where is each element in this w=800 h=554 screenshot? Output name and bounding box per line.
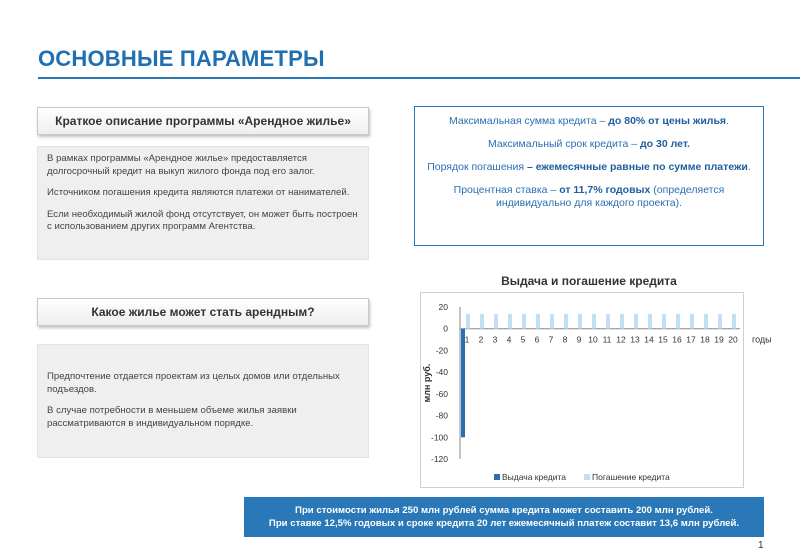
x-tick-label: 15 — [658, 334, 668, 345]
x-tick-label: 1 — [464, 334, 470, 345]
param-max-amount: Максимальная сумма кредита – до 80% от цены жилья. — [449, 115, 729, 127]
bar-repayment — [578, 314, 582, 329]
x-tick-label: 4 — [506, 334, 512, 345]
x-tick-label: 9 — [576, 334, 582, 345]
x-tick-label: 3 — [492, 334, 498, 345]
legend-swatch-repayment — [584, 474, 590, 480]
housing-paragraph: В случае потребности в меньшем объеме жилья заявки рассматриваются в индивидуальном порядке. — [47, 405, 297, 429]
bar-repayment — [480, 314, 484, 329]
y-tick-label: 20 — [438, 302, 448, 312]
page-number: 1 — [758, 540, 764, 551]
x-tick-label: 11 — [602, 334, 612, 345]
x-tick-label: 10 — [588, 334, 598, 345]
bar-repayment — [564, 314, 568, 329]
bar-repayment — [466, 314, 470, 329]
x-tick-label: 17 — [686, 334, 696, 345]
chart-title: Выдача и погашение кредита — [501, 274, 677, 288]
bar-repayment — [620, 314, 624, 329]
legend-label-issue: Выдача кредита — [502, 472, 567, 482]
legend-swatch-issue — [494, 474, 500, 480]
page-title: ОСНОВНЫЕ ПАРАМЕТРЫ — [38, 46, 325, 71]
x-tick-label: 6 — [534, 334, 540, 345]
bar-repayment — [662, 314, 666, 329]
bar-repayment — [676, 314, 680, 329]
y-tick-label: -60 — [435, 388, 448, 399]
x-tick-label: 19 — [714, 334, 724, 345]
bar-repayment — [550, 314, 554, 329]
param-repayment: Порядок погашения – ежемесячные равные по сумме платежи. — [427, 161, 751, 173]
bar-repayment — [690, 314, 694, 329]
y-tick-label: -100 — [430, 432, 448, 443]
y-tick-label: -120 — [430, 454, 448, 464]
y-axis-label: млн руб. — [422, 363, 432, 403]
note-line: При ставке 12,5% годовых и сроке кредита 20 лет ежемесячный платеж составит 13,6 млн рублей. — [268, 518, 740, 529]
example-note — [244, 497, 764, 537]
program-paragraph: Если необходимый жилой фонд отсутствует, он может быть построен с использованием других программ Агентства. — [47, 208, 358, 232]
legend-label-repayment: Погашение кредита — [592, 472, 670, 482]
y-tick-label: 0 — [443, 323, 448, 334]
bar-repayment — [704, 314, 708, 329]
bar-repayment — [522, 314, 526, 329]
y-tick-label: -20 — [435, 345, 448, 356]
bar-repayment — [648, 314, 652, 329]
bar-repayment — [634, 314, 638, 329]
note-line: При стоимости жилья 250 млн рублей сумма кредита может составить 200 млн рублей. — [295, 505, 713, 516]
program-paragraph: В рамках программы «Арендное жилье» предоставляется долгосрочный кредит на выкуп жилого фонда под его залог. — [47, 153, 315, 177]
program-header: Краткое описание программы «Арендное жилье» — [37, 107, 369, 135]
x-tick-label: 8 — [562, 334, 568, 345]
x-tick-label: 7 — [548, 334, 554, 345]
x-axis-label: годы — [752, 334, 772, 345]
bar-issue — [461, 329, 465, 438]
x-tick-label: 18 — [700, 334, 710, 345]
x-tick-label: 12 — [616, 334, 626, 345]
param-max-term: Максимальный срок кредита – до 30 лет. — [488, 138, 690, 150]
bar-repayment — [606, 314, 610, 329]
program-paragraph: Источником погашения кредита являются платежи от нанимателей. — [47, 187, 350, 198]
x-tick-label: 14 — [644, 334, 654, 345]
bar-repayment — [732, 314, 736, 329]
bar-repayment — [508, 314, 512, 329]
bar-repayment — [592, 314, 596, 329]
bar-repayment — [718, 314, 722, 329]
x-tick-label: 16 — [672, 334, 682, 345]
housing-header: Какое жилье может стать арендным? — [37, 298, 369, 326]
param-rate: Процентная ставка – от 11,7% годовых (определяется индивидуально для каждого проекта). — [453, 184, 725, 209]
x-tick-label: 20 — [728, 334, 738, 345]
x-tick-label: 2 — [478, 334, 484, 345]
y-tick-label: -40 — [435, 367, 448, 378]
x-tick-label: 5 — [520, 334, 526, 345]
x-tick-label: 13 — [630, 334, 640, 345]
y-tick-label: -80 — [435, 410, 448, 421]
bar-repayment — [494, 314, 498, 329]
housing-paragraph: Предпочтение отдается проектам из целых домов или отдельных подъездов. — [47, 371, 340, 395]
bar-repayment — [536, 314, 540, 329]
